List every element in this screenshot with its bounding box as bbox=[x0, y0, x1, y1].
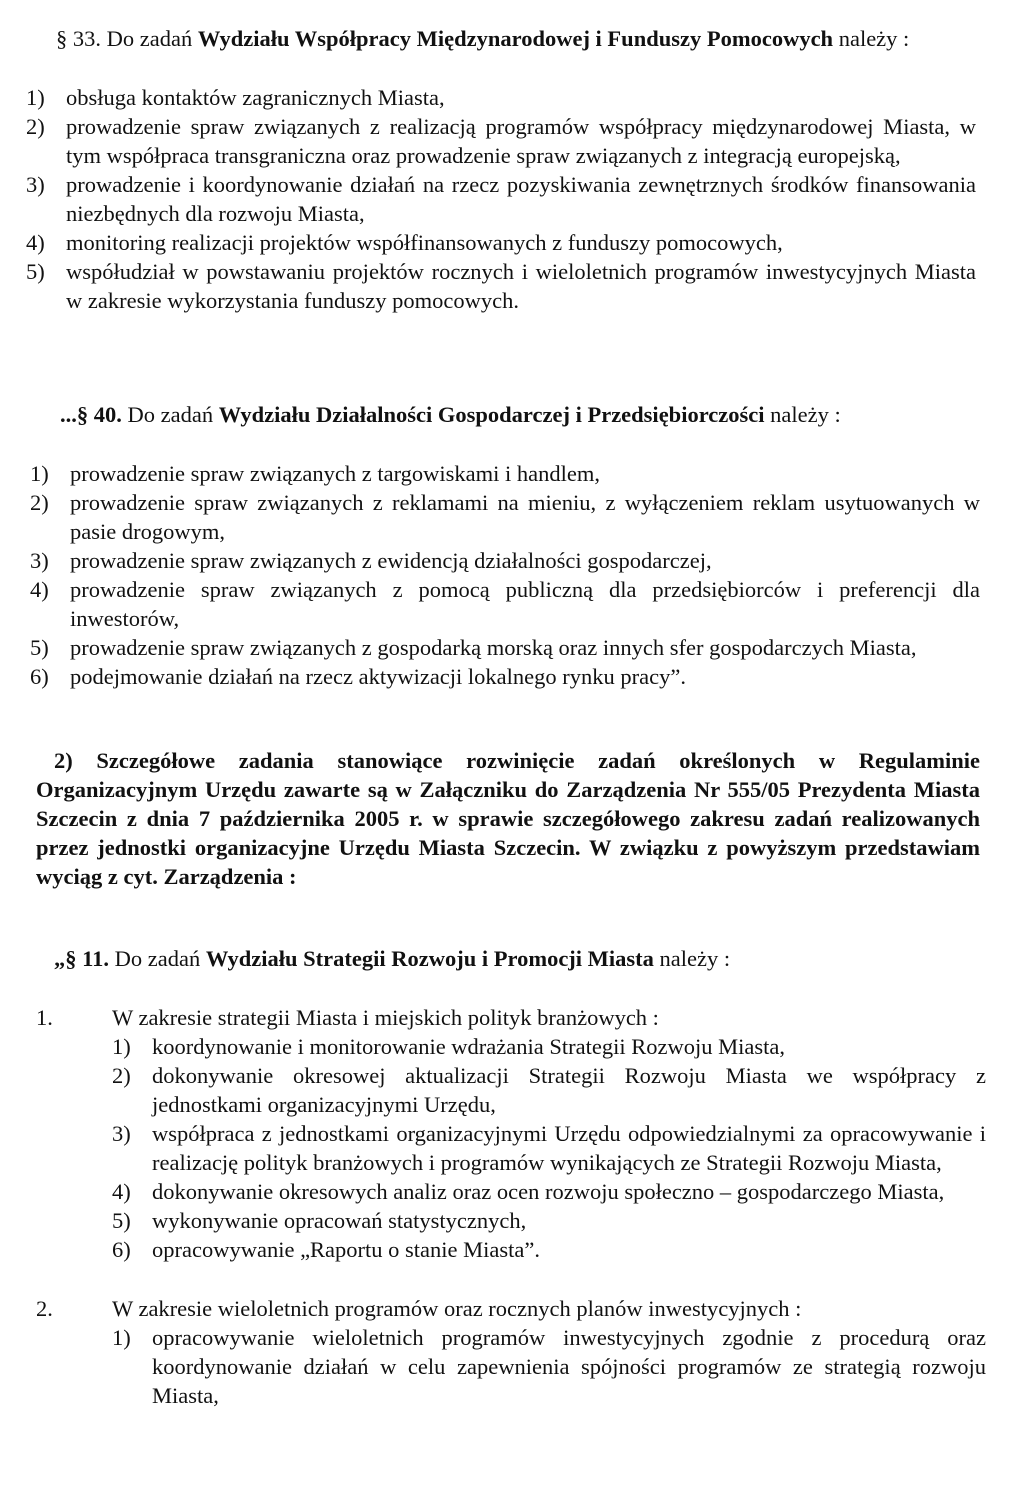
list-item-text: prowadzenie spraw związanych z gospodarką morską oraz innych sfer gospodarczych Miasta, bbox=[70, 635, 917, 660]
list-item-text: monitoring realizacji projektów współfinansowanych z funduszy pomocowych, bbox=[66, 230, 783, 255]
section-11-number: „§ 11. bbox=[54, 946, 110, 971]
section-11-intro-text: Do zadań bbox=[114, 946, 201, 971]
list-item bbox=[26, 170, 976, 228]
section-11-department: Wydziału Strategii Rozwoju i Promocji Miasta bbox=[205, 946, 654, 971]
list-item-text: dokonywanie okresowych analiz oraz ocen rozwoju społeczno – gospodarczego Miasta, bbox=[152, 1179, 945, 1204]
list-item-number: 1) bbox=[30, 461, 49, 486]
task-group-title: W zakresie wieloletnich programów oraz rocznych planów inwestycyjnych : bbox=[112, 1296, 802, 1321]
list-item-number: 5) bbox=[112, 1208, 131, 1233]
list-item-number: 3) bbox=[112, 1121, 131, 1146]
list-item-text: prowadzenie i koordynowanie działań na rzecz pozyskiwania zewnętrznych środków finansowania niezbędnych dla rozwoju Miasta, bbox=[66, 172, 976, 226]
list-item-number: 2) bbox=[26, 114, 45, 139]
list-item-text: podejmowanie działań na rzecz aktywizacji lokalnego rynku pracy”. bbox=[70, 664, 686, 689]
list-item-number: 2) bbox=[30, 490, 49, 515]
list-item-text: opracowywanie wieloletnich programów inwestycyjnych zgodnie z procedurą oraz koordynowanie działań w celu zapewnienia spójności programów ze strategią rozwoju Miasta, bbox=[152, 1325, 986, 1408]
section-33-intro-text: Do zadań bbox=[106, 26, 193, 51]
list-item-text: koordynowanie i monitorowanie wdrażania Strategii Rozwoju Miasta, bbox=[152, 1034, 785, 1059]
list-item-number: 6) bbox=[112, 1237, 131, 1262]
list-item bbox=[26, 228, 976, 257]
list-item-number: 3) bbox=[26, 172, 45, 197]
section-33 bbox=[26, 24, 976, 315]
task-group-list bbox=[112, 1032, 986, 1264]
list-item bbox=[26, 83, 976, 112]
section-40-intro-text: Do zadań bbox=[127, 402, 214, 427]
list-item-text: wykonywanie opracowań statystycznych, bbox=[152, 1208, 527, 1233]
section-33-intro bbox=[26, 24, 976, 53]
list-item-number: 5) bbox=[26, 259, 45, 284]
task-group-2 bbox=[36, 1294, 986, 1410]
list-item bbox=[112, 1235, 986, 1264]
section-40 bbox=[30, 400, 980, 691]
list-item bbox=[112, 1119, 986, 1177]
list-item-number: 3) bbox=[30, 548, 49, 573]
list-item bbox=[26, 112, 976, 170]
note-paragraph bbox=[36, 746, 980, 891]
list-item bbox=[112, 1032, 986, 1061]
section-40-department: Wydziału Działalności Gospodarczej i Przedsiębiorczości bbox=[218, 402, 765, 427]
list-item bbox=[30, 488, 980, 546]
list-item-text: prowadzenie spraw związanych z pomocą publiczną dla przedsiębiorców i preferencji dla inwestorów, bbox=[70, 577, 980, 631]
list-item bbox=[30, 575, 980, 633]
task-group-title: W zakresie strategii Miasta i miejskich polityk branżowych : bbox=[112, 1005, 659, 1030]
list-item bbox=[112, 1177, 986, 1206]
section-40-number: ...§ 40. bbox=[60, 402, 122, 427]
list-item-text: dokonywanie okresowej aktualizacji Strategii Rozwoju Miasta we współpracy z jednostkami organizacyjnymi Urzędu, bbox=[152, 1063, 986, 1117]
list-item-text: współudział w powstawaniu projektów rocznych i wieloletnich programów inwestycyjnych Miasta w zakresie wykorzystania funduszy pomocowych. bbox=[66, 259, 976, 313]
task-group-number: 1. bbox=[36, 1005, 53, 1030]
list-item-text: prowadzenie spraw związanych z realizacją programów współpracy międzynarodowej Miasta, w tym współpraca transgraniczna oraz prowadzenie spraw związanych z integracją europejską, bbox=[66, 114, 976, 168]
list-item bbox=[112, 1206, 986, 1235]
list-item-number: 1) bbox=[26, 85, 45, 110]
list-item bbox=[30, 633, 980, 662]
section-33-list bbox=[26, 83, 976, 315]
task-group-number: 2. bbox=[36, 1296, 53, 1321]
list-item-text: prowadzenie spraw związanych z reklamami na mieniu, z wyłączeniem reklam usytuowanych w pasie drogowym, bbox=[70, 490, 980, 544]
list-item bbox=[30, 546, 980, 575]
list-item-number: 4) bbox=[112, 1179, 131, 1204]
list-item bbox=[30, 459, 980, 488]
list-item-number: 4) bbox=[26, 230, 45, 255]
section-33-department: Wydziału Współpracy Międzynarodowej i Funduszy Pomocowych bbox=[197, 26, 834, 51]
list-item-text: prowadzenie spraw związanych z targowiskami i handlem, bbox=[70, 461, 601, 486]
list-item bbox=[112, 1061, 986, 1119]
section-11-intro bbox=[36, 944, 986, 973]
list-item-number: 5) bbox=[30, 635, 49, 660]
section-11 bbox=[36, 944, 986, 1410]
section-33-intro-suffix: należy : bbox=[838, 26, 910, 51]
list-item-number: 4) bbox=[30, 577, 49, 602]
task-group-list bbox=[112, 1323, 986, 1410]
section-33-number: § 33. bbox=[56, 26, 101, 51]
list-item-number: 1) bbox=[112, 1325, 131, 1350]
list-item-number: 6) bbox=[30, 664, 49, 689]
list-item bbox=[30, 662, 980, 691]
list-item-number: 1) bbox=[112, 1034, 131, 1059]
list-item-text: obsługa kontaktów zagranicznych Miasta, bbox=[66, 85, 445, 110]
note-paragraph-text: 2) Szczegółowe zadania stanowiące rozwinięcie zadań określonych w Regulaminie Organizacyjnym Urzędu zawarte są w Załączniku do Zarządzenia Nr 555/05 Prezydenta Miasta Szczecin z dnia 7 października 2005 r. w sprawie szczegółowego zakresu zadań realizowanych przez jednostki organizacyjne Urzędu Miasta Szczecin. W związku z powyższym przedstawiam wyciąg z cyt. Zarządzenia : bbox=[36, 748, 980, 889]
list-item-text: prowadzenie spraw związanych z ewidencją działalności gospodarczej, bbox=[70, 548, 712, 573]
section-11-intro-suffix: należy : bbox=[659, 946, 731, 971]
list-item bbox=[26, 257, 976, 315]
list-item bbox=[112, 1323, 986, 1410]
list-item-number: 2) bbox=[112, 1063, 131, 1088]
task-group-1 bbox=[36, 1003, 986, 1264]
section-40-intro-suffix: należy : bbox=[770, 402, 841, 427]
section-40-intro bbox=[30, 400, 980, 429]
list-item-text: współpraca z jednostkami organizacyjnymi Urzędu odpowiedzialnymi za opracowywanie i realizację polityk branżowych i programów wynikających ze Strategii Rozwoju Miasta, bbox=[152, 1121, 986, 1175]
section-40-list bbox=[30, 459, 980, 691]
list-item-text: opracowywanie „Raportu o stanie Miasta”. bbox=[152, 1237, 540, 1262]
